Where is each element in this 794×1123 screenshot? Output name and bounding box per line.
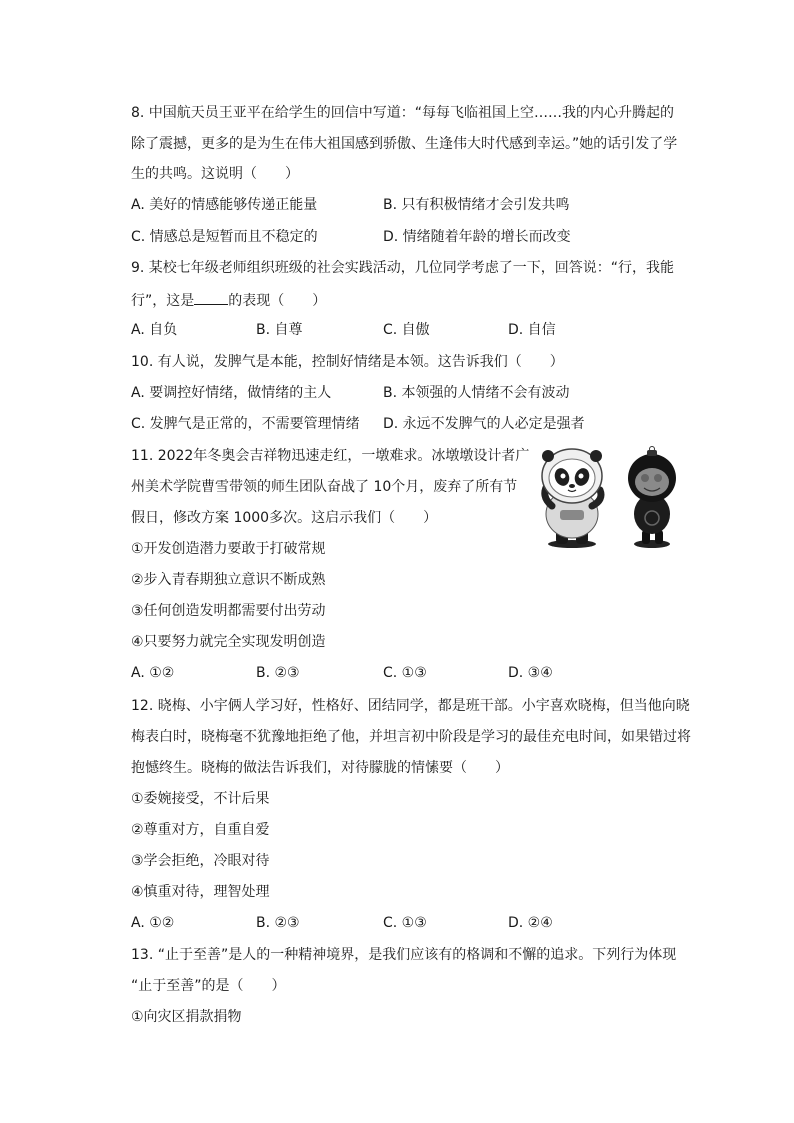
q9-option-a: A. 自负 (131, 322, 178, 338)
q11-item-1: ①开发创造潜力要敢于打破常规 (131, 541, 326, 557)
q9-stem-line1: 9. 某校七年级老师组织班级的社会实践活动，几位同学考虑了一下，回答说：“行，我能 (131, 260, 675, 276)
q12-stem-line2: 梅表白时，晓梅毫不犹豫地拒绝了他，并坦言初中阶段是学习的最佳充电时间，如果错过将 (131, 729, 691, 745)
q13-stem-line2: “止于至善”的是（ ） (131, 978, 286, 994)
q12-option-c: C. ①③ (383, 915, 427, 931)
q9-stem-line2 (131, 289, 326, 311)
q8-option-c: C. 情感总是短暂而且不稳定的 (131, 229, 318, 245)
lantern-mascot-figure (628, 447, 676, 549)
q9-option-d: D. 自信 (508, 322, 556, 338)
q9-stem-after-blank: 的表现（ ） (228, 293, 327, 309)
q13-item-1: ①向灾区捐款捐物 (131, 1009, 242, 1025)
q11-item-2: ②步入青春期独立意识不断成熟 (131, 572, 326, 588)
q12-stem-line1: 12. 晓梅、小宇俩人学习好，性格好、团结同学，都是班干部。小宇喜欢晓梅，但当他向晓 (131, 698, 690, 714)
q12-option-d: D. ②④ (508, 915, 553, 931)
q11-stem-line3: 假日，修改方案 1000多次。这启示我们（ ） (131, 510, 438, 526)
panda-mascot-figure (542, 449, 602, 548)
q9-stem-before-blank: 行”，这是 (131, 293, 195, 309)
q11-stem-line2: 州美术学院曹雪带领的师生团队奋战了 10个月，废弃了所有节 (131, 479, 518, 495)
q8-option-d: D. 情绪随着年龄的增长而改变 (383, 229, 571, 245)
q11-option-d: D. ③④ (508, 665, 553, 681)
q12-item-2: ②尊重对方，自重自爱 (131, 822, 270, 838)
q11-item-3: ③任何创造发明都需要付出劳动 (131, 603, 326, 619)
q10-option-b: B. 本领强的人情绪不会有波动 (383, 385, 570, 401)
q8-option-b: B. 只有积极情绪才会引发共鸣 (383, 197, 570, 213)
q12-item-1: ①委婉接受，不计后果 (131, 791, 270, 807)
q11-option-c: C. ①③ (383, 665, 427, 681)
q10-option-d: D. 永远不发脾气的人必定是强者 (383, 416, 585, 432)
q8-stem-line2: 除了震撼，更多的是为生在伟大祖国感到骄傲、生逢伟大时代感到幸运。”她的话引发了学 (131, 136, 678, 152)
q13-stem-line1: 13. “止于至善”是人的一种精神境界，是我们应该有的格调和不懈的追求。下列行为体现 (131, 947, 677, 963)
q11-option-a: A. ①② (131, 665, 175, 681)
q8-stem-line3: 生的共鸣。这说明（ ） (131, 166, 299, 182)
q10-stem-line1: 10. 有人说，发脾气是本能，控制好情绪是本领。这告诉我们（ ） (131, 354, 564, 370)
q9-option-c: C. 自傲 (383, 322, 430, 338)
q10-option-c: C. 发脾气是正常的，不需要管理情绪 (131, 416, 360, 432)
q10-option-a: A. 要调控好情绪，做情绪的主人 (131, 385, 332, 401)
q12-item-3: ③学会拒绝，冷眼对待 (131, 853, 270, 869)
q11-option-b: B. ②③ (256, 665, 300, 681)
q12-option-a: A. ①② (131, 915, 175, 931)
q8-option-a: A. 美好的情感能够传递正能量 (131, 197, 318, 213)
mascot-image (534, 446, 686, 550)
q11-stem-line1: 11. 2022年冬奥会吉祥物迅速走红，一墩难求。冰墩墩设计者广 (131, 448, 530, 464)
q12-option-b: B. ②③ (256, 915, 300, 931)
q12-item-4: ④慎重对待，理智处理 (131, 884, 270, 900)
q8-stem-line1: 8. 中国航天员王亚平在给学生的回信中写道：“每每飞临祖国上空……我的内心升腾起的 (131, 105, 675, 121)
answer-blank (194, 289, 228, 305)
q9-option-b: B. 自尊 (256, 322, 303, 338)
q11-item-4: ④只要努力就完全实现发明创造 (131, 634, 326, 650)
q12-stem-line3: 抱憾终生。晓梅的做法告诉我们，对待朦胧的情愫要（ ） (131, 760, 509, 776)
